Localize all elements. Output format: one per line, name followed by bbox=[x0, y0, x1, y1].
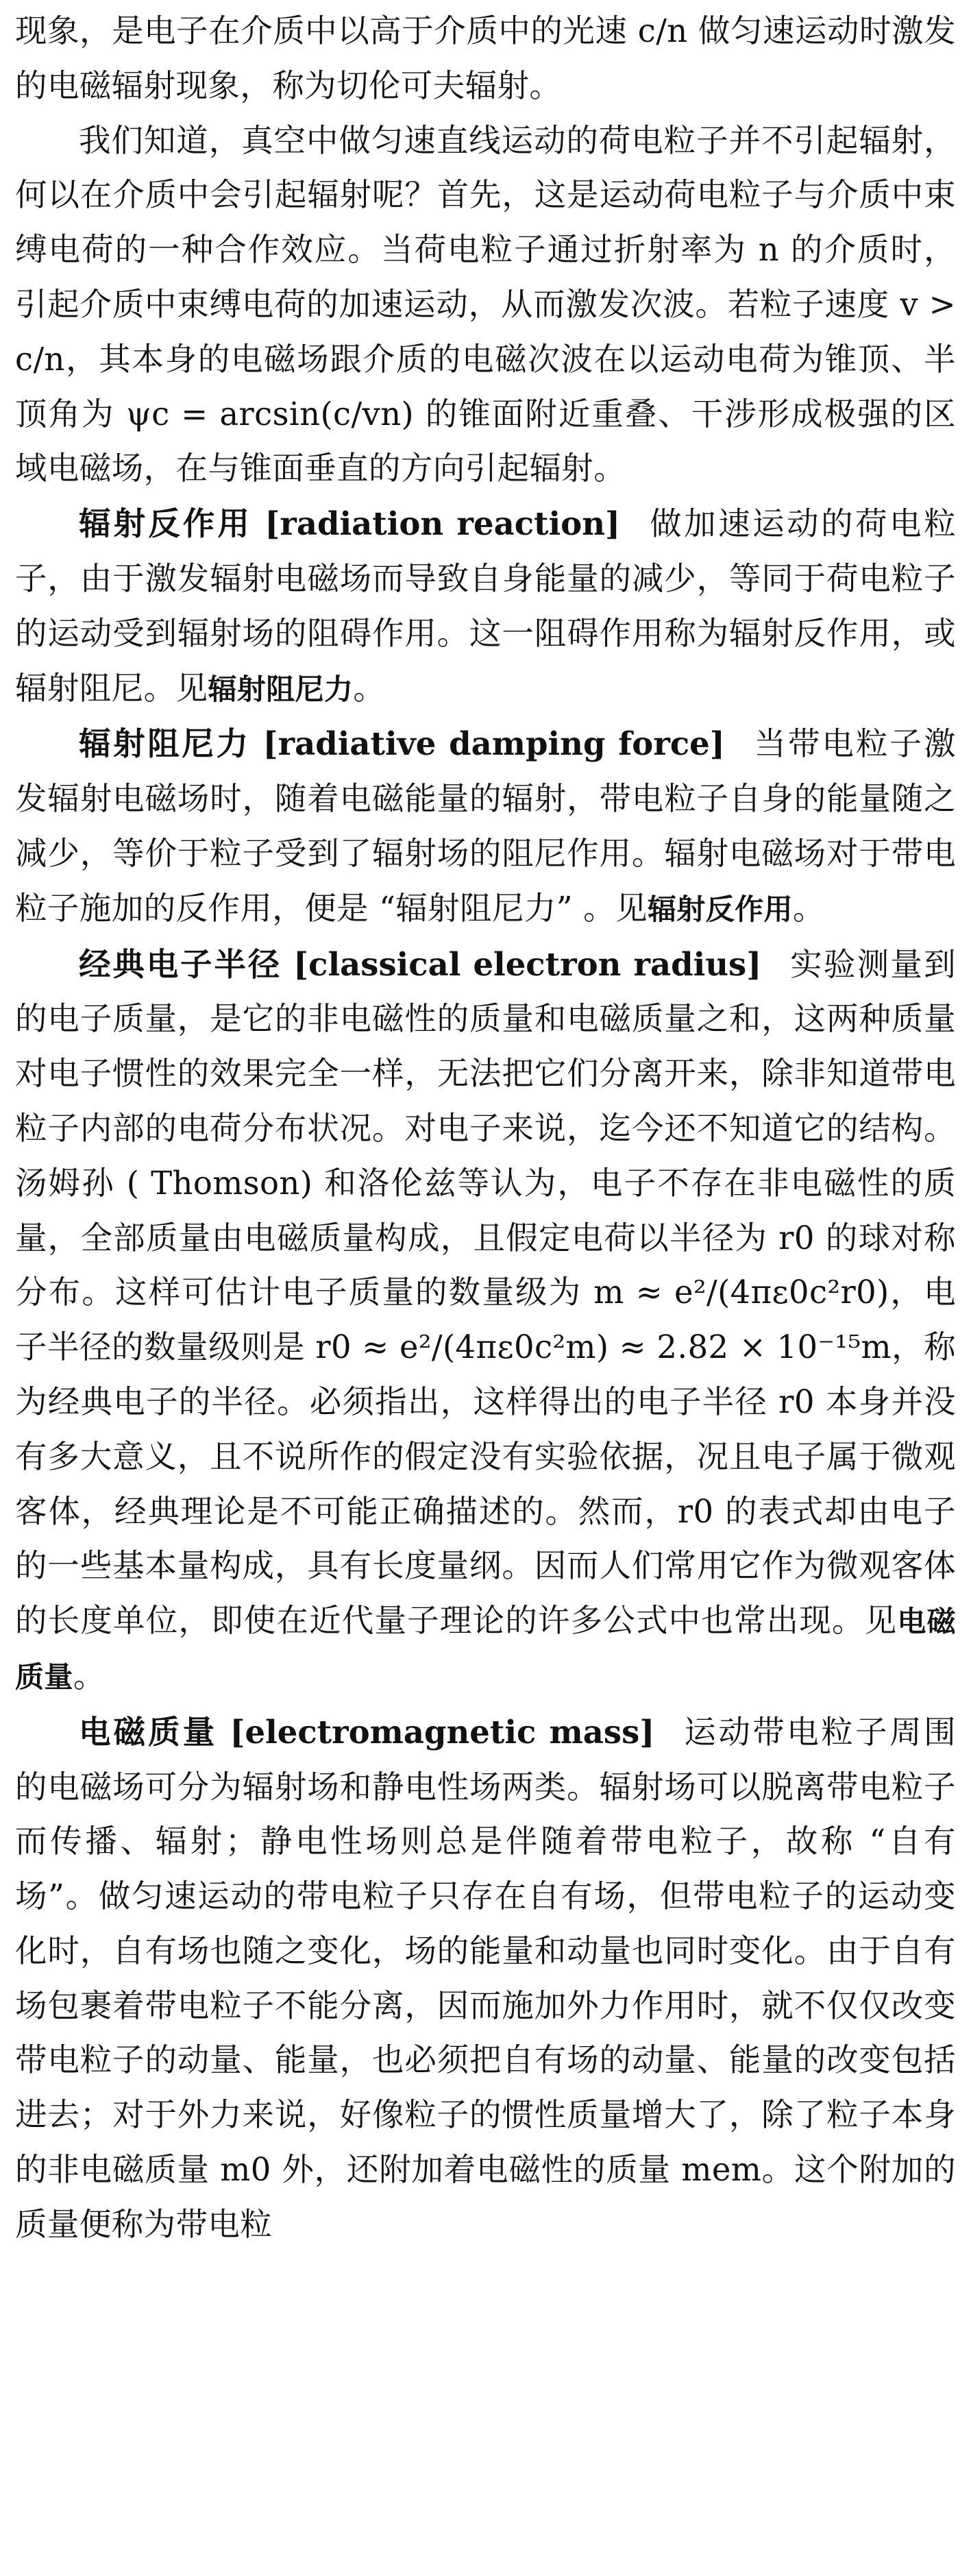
intro-text: 现象，是电子在介质中以高于介质中的光速 c/n 做匀速运动时激发的电磁辐射现象，称为切伦可夫辐射。 bbox=[15, 12, 956, 104]
entry-english: [electromagnetic mass] bbox=[230, 1712, 655, 1751]
entry-term: 电磁质量 bbox=[79, 1713, 218, 1751]
entry-tail: 。 bbox=[353, 669, 386, 707]
entry-english: [radiative damping force] bbox=[262, 725, 725, 763]
entry-electromagnetic-mass bbox=[15, 1705, 956, 2252]
entry-body: 当带电粒子激发辐射电磁场时，随着电磁能量的辐射，带电粒子自身的能量随之减少，等价于粒子受到了辐射场的阻尼作用。辐射电磁场对于带电粒子施加的反作用，便是 “辐射阻尼力” 。见 bbox=[15, 725, 957, 927]
intro-text-2: 我们知道，真空中做匀速直线运动的荷电粒子并不引起辐射，何以在介质中会引起辐射呢？首先，这是运动荷电粒子与介质中束缚电荷的一种合作效应。当荷电粒子通过折射率为 n 的介质时，引起介质中束缚电荷的加速运动，从而激发次波。若粒子速度 v > c/n，其本身的电磁场跟介质的电磁次波在以运动电荷为锥顶、半顶角为 ψc = arcsin(c/vn) 的锥面附近重叠、干涉形成极强的区域电磁场，在与锥面垂直的方向引起辐射。 bbox=[15, 121, 956, 487]
entry-term: 经典电子半径 bbox=[79, 945, 282, 983]
entry-tail: 。 bbox=[792, 889, 825, 927]
entry-classical-electron-radius bbox=[15, 937, 956, 1705]
entry-term: 辐射阻尼力 bbox=[79, 725, 251, 763]
entry-radiation-reaction bbox=[15, 496, 956, 716]
intro-paragraph bbox=[15, 4, 956, 114]
entry-english: [radiation reaction] bbox=[265, 505, 620, 543]
entry-cross-reference[interactable]: 辐射反作用 bbox=[647, 892, 793, 926]
entry-cross-reference[interactable]: 辐射阻尼力 bbox=[208, 672, 354, 706]
entry-body: 运动带电粒子周围的电磁场可分为辐射场和静电性场两类。辐射场可以脱离带电粒子而传播、辐射；静电性场则总是伴随着带电粒子，故称 “自有场”。做匀速运动的带电粒子只存在自有场，但带电粒子的运动变化时，自有场也随之变化，场的能量和动量也同时变化。由于自有场包裹着带电粒子不能分离，因而施加外力作用时，就不仅仅改变带电粒子的动量、能量，也必须把自有场的动量、能量的改变包括进去；对于外力来说，好像粒子的惯性质量增大了，除了粒子本身的非电磁质量 m0 外，还附加着电磁性的质量 mem。这个附加的质量便称为带电粒 bbox=[15, 1713, 957, 2243]
entry-body: 实验测量到的电子质量，是它的非电磁性的质量和电磁质量之和，这两种质量对电子惯性的效果完全一样，无法把它们分离开来，除非知道带电粒子内部的电荷分布状况。对电子来说，迄今还不知道它的结构。汤姆孙 ( Thomson) 和洛伦兹等认为，电子不存在非电磁性的质量，全部质量由电磁质量构成，且假定电荷以半径为 r0 的球对称分布。这样可估计电子质量的数量级为 m ≈ e²/(4πε0c²r0)，电子半径的数量级则是 r0 ≈ e²/(4πε0c²m) ≈ 2.82 × 10⁻¹⁵m，称为经典电子的半径。必须指出，这样得出的电子半径 r0 本身并没有多大意义，且不说所作的假定没有实验依据，况且电子属于微观客体，经典理论是不可能正确描述的。然而，r0 的表式却由电子的一些基本量构成，具有长度量纲。因而人们常用它作为微观客体的长度单位，即使在近代量子理论的许多公式中也常出现。见 bbox=[15, 945, 957, 1640]
intro-paragraph-2 bbox=[15, 114, 956, 497]
entry-tail: 。 bbox=[73, 1657, 106, 1694]
entry-body: 做加速运动的荷电粒子，由于激发辐射电磁场而导致自身能量的减少，等同于荷电粒子的运动受到辐射场的阻碍作用。这一阻碍作用称为辐射反作用，或辐射阻尼。见 bbox=[15, 505, 957, 707]
document-page bbox=[0, 4, 971, 2576]
entry-radiative-damping-force bbox=[15, 716, 956, 936]
entry-cross-reference[interactable]: 电磁质量 bbox=[15, 1605, 956, 1694]
entry-english: [classical electron radius] bbox=[293, 945, 762, 983]
entry-term: 辐射反作用 bbox=[79, 505, 253, 543]
